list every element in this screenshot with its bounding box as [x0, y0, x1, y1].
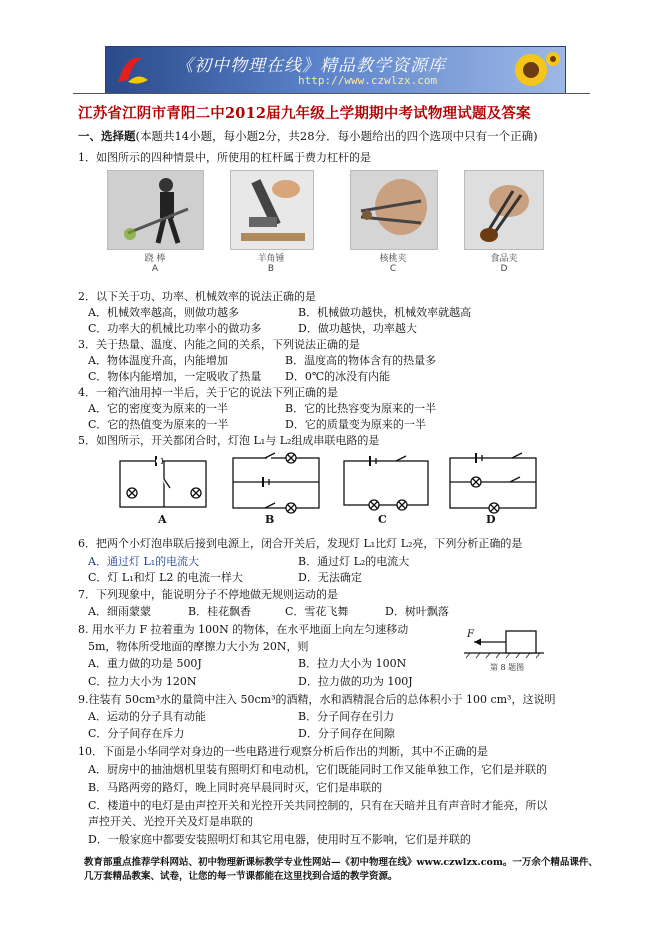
q2-stem: 2．以下关于功、功率、机械效率的说法正确的是 — [78, 290, 316, 303]
q8-option-c: C．拉力大小为 120N — [88, 675, 197, 688]
q1-caption-d — [469, 251, 539, 274]
q1-photo-a — [107, 170, 204, 250]
q8-option-b: B．拉力大小为 100N — [298, 657, 407, 670]
q3-option-b: B．温度高的物体含有的热量多 — [285, 354, 437, 367]
q7-option-a: A．细雨蒙蒙 — [88, 605, 151, 618]
q4-option-b: B．它的比热容变为原来的一半 — [285, 402, 437, 415]
q3-option-c: C．物体内能增加，一定吸收了热量 — [88, 370, 262, 383]
q4-option-d: D．它的质量变为原来的一半 — [285, 418, 426, 431]
caption-letter: D — [500, 264, 508, 274]
q7-option-b: B．桂花飘香 — [188, 605, 252, 618]
caption-letter: A — [151, 264, 159, 274]
caption-name: 食品夹 — [490, 254, 518, 264]
q2-option-b: B．机械做功越快，机械效率就越高 — [298, 306, 472, 319]
section-heading — [78, 129, 538, 143]
nutcracker-illustration-icon — [351, 171, 437, 249]
q9-option-a: A．运动的分子具有动能 — [88, 710, 206, 723]
footer-line1: 教育部重点推荐学科网站、初中物理新课标教学专业性网站—《初中物理在线》www.czwlzx.com。一万余个精品课件、 — [84, 857, 598, 868]
banner-url[interactable]: http://www.czwlzx.com — [298, 74, 438, 87]
q5-label-a: A — [158, 513, 167, 526]
q7-option-c: C．雪花飞舞 — [285, 605, 349, 618]
q2-option-a: A．机械效率越高，则做功越多 — [88, 306, 239, 319]
q10-option-c-line1: C．楼道中的电灯是由声控开关和光控开关共同控制的，只有在天暗并且有声音时才能亮，所以 — [88, 799, 548, 812]
q4-option-c: C．它的热值变为原来的一半 — [88, 418, 229, 431]
caption-letter: C — [389, 264, 397, 274]
claw-hammer-illustration-icon — [231, 171, 313, 249]
q8-stem-line2: 5m，物体所受地面的摩擦力大小为 20N，则 — [88, 640, 309, 653]
q9-option-d: D．分子间存在间隙 — [298, 727, 395, 740]
q1-caption-a — [120, 251, 190, 274]
q7-stem: 7．下列现象中，能说明分子不停地做无规则运动的是 — [78, 588, 338, 601]
q10-option-c-line2: 声控开关、光控开关及灯是串联的 — [88, 815, 253, 828]
document-title: 江苏省江阴市青阳二中2012届九年级上学期期中考试物理试题及答案 — [78, 105, 531, 122]
q6-option-a: A．通过灯 L₁的电流大 — [88, 555, 200, 568]
caption-name: 核桃夹 — [379, 254, 407, 264]
q9-stem: 9.往装有 50cm³水的量筒中注入 50cm³的酒精，水和酒精混合后的总体积小于 100 cm³，这说明 — [78, 693, 556, 706]
food-tongs-illustration-icon — [465, 171, 543, 249]
q8-option-d: D．拉力做的功为 100J — [298, 675, 413, 688]
q10-option-b: B．马路两旁的路灯，晚上同时亮早晨同时灭，它们是串联的 — [88, 781, 383, 794]
caption-name: 跷 棒 — [144, 254, 166, 264]
q2-option-c: C．功率大的机械比功率小的做功多 — [88, 322, 262, 335]
q8-force-diagram-icon — [462, 625, 546, 659]
q10-option-d: D．一般家庭中都要安装照明灯和其它用电器，使用时互不影响，它们是并联的 — [88, 833, 471, 846]
q7-option-d: D．树叶飘落 — [385, 605, 449, 618]
q1-stem: 1．如图所示的四种情景中，所使用的杠杆属于费力杠杆的是 — [78, 151, 371, 164]
q2-option-d: D．做功越快，功率越大 — [298, 322, 417, 335]
q10-stem: 10．下面是小华同学对身边的一些电路进行观察分析后作出的判断，其中不正确的是 — [78, 745, 488, 758]
section-description: (本题共14小题，每小题2分，共28分．每小题给出的四个选项中只有一个正确) — [135, 129, 538, 143]
q8-stem-line1: 8. 用水平力 F 拉着重为 100N 的物体，在水平地面上向左匀速移动 — [78, 623, 409, 636]
q1-photo-b — [230, 170, 314, 250]
q8-option-a: A．重力做的功是 500J — [88, 657, 202, 670]
q9-option-b: B．分子间存在引力 — [298, 710, 395, 723]
q6-option-b: B．通过灯 L₂的电流大 — [298, 555, 410, 568]
q4-stem: 4．一箱汽油用掉一半后，关于它的说法下列正确的是 — [78, 386, 338, 399]
sunflower-icon — [501, 49, 561, 91]
q3-option-d: D．0℃的冰没有内能 — [285, 370, 391, 383]
q10-option-a: A．厨房中的抽油烟机里装有照明灯和电动机，它们既能同时工作又能单独工作，它们是并联的 — [88, 763, 547, 776]
q1-caption-b — [236, 251, 306, 274]
q5-circuit-d-icon — [446, 452, 542, 514]
q3-stem: 3．关于热量、温度、内能之间的关系，下列说法正确的是 — [78, 338, 360, 351]
q5-circuit-c-icon — [340, 455, 432, 513]
footer-line2: 几万套精品教案、试卷，让您的每一节课都能在这里找到合适的教学资源。 — [84, 871, 398, 882]
q1-photo-c — [350, 170, 438, 250]
header-banner — [105, 46, 566, 94]
crowbar-illustration-icon — [108, 171, 203, 249]
q6-stem: 6．把两个小灯泡串联后接到电源上，闭合开关后，发现灯 L₁比灯 L₂亮，下列分析正确的是 — [78, 537, 523, 550]
q8-figure-label: 第 8 题图 — [490, 663, 525, 672]
banner-title: 《初中物理在线》精品教学资源库 — [176, 56, 446, 76]
q8-force-label: F — [467, 629, 474, 640]
q3-option-a: A．物体温度升高，内能增加 — [88, 354, 228, 367]
caption-letter: B — [267, 264, 275, 274]
header-divider — [73, 93, 590, 94]
q5-label-b: B — [265, 513, 275, 526]
q1-photo-d — [464, 170, 544, 250]
q5-label-d: D — [486, 513, 496, 526]
q6-option-c: C．灯 L₁和灯 L2 的电流一样大 — [88, 571, 243, 584]
q6-option-d: D．无法确定 — [298, 571, 362, 584]
q5-label-c: C — [378, 513, 387, 526]
q9-option-c: C．分子间存在斥力 — [88, 727, 185, 740]
site-logo-icon — [112, 50, 152, 90]
q1-caption-c — [358, 251, 428, 274]
caption-name: 羊角锤 — [257, 254, 285, 264]
q4-option-a: A．它的密度变为原来的一半 — [88, 402, 228, 415]
q5-stem: 5．如图所示，开关都闭合时，灯泡 L₁与 L₂组成串联电路的是 — [78, 434, 380, 447]
q5-circuit-b-icon — [229, 452, 325, 514]
section-label: 一、选择题 — [78, 129, 136, 143]
q5-circuit-a-icon — [118, 455, 210, 513]
